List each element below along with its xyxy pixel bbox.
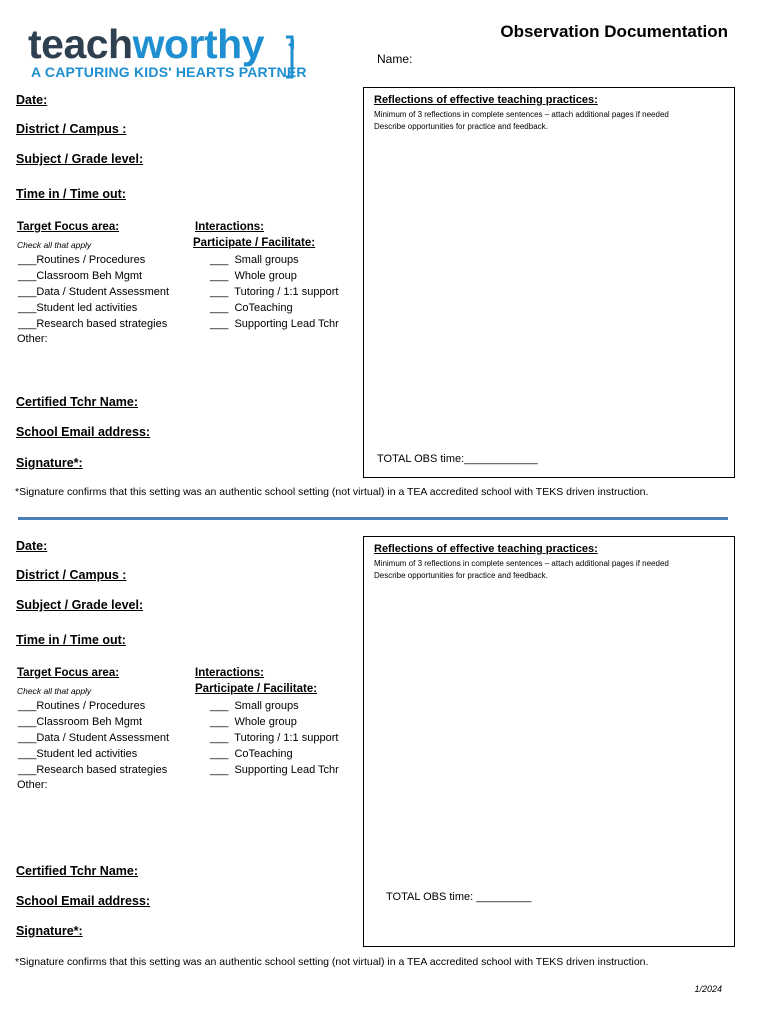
target-focus-heading: Target Focus area:: [17, 667, 120, 679]
focus-item-research-based[interactable]: ___Research based strategies: [18, 764, 168, 776]
logo-text-teach: teach: [28, 21, 133, 67]
signature-footnote: *Signature confirms that this setting was an authentic school setting (not virtual) in a TEA accredited school with TEKS driven instruction.: [15, 956, 649, 968]
target-focus-heading: Target Focus area:: [17, 221, 120, 233]
subject-grade-field-label: Subject / Grade level:: [16, 152, 144, 166]
interactions-heading: Interactions:: [195, 667, 265, 679]
district-campus-field-label: District / Campus :: [16, 122, 127, 136]
focus-item-classroom-beh[interactable]: ___Classroom Beh Mgmt: [18, 716, 143, 728]
logo-text-worthy: worthy: [132, 21, 265, 67]
interactions-heading: Interactions:: [195, 221, 265, 233]
time-in-out-field-label: Time in / Time out:: [16, 633, 126, 647]
reflections-instruction-1: Minimum of 3 reflections in complete sentences – attach additional pages if needed: [374, 110, 669, 119]
reflections-box[interactable]: [363, 87, 735, 478]
signature-footnote: *Signature confirms that this setting was an authentic school setting (not virtual) in a TEA accredited school with TEKS driven instruction.: [15, 486, 649, 498]
focus-item-data-assessment[interactable]: ___Data / Student Assessment: [18, 732, 170, 744]
interaction-item-tutoring[interactable]: ___ Tutoring / 1:1 support: [210, 732, 339, 744]
interaction-item-whole-group[interactable]: ___ Whole group: [210, 270, 297, 282]
reflections-title: Reflections of effective teaching practices:: [374, 543, 598, 555]
check-all-hint: Check all that apply: [17, 686, 92, 696]
focus-item-routines[interactable]: ___Routines / Procedures: [18, 254, 146, 266]
school-email-field-label: School Email address:: [16, 425, 151, 439]
school-email-field-label: School Email address:: [16, 894, 151, 908]
teachworthy-logo: [28, 22, 264, 66]
page-footer-date: 1/2024: [694, 984, 722, 994]
interaction-item-whole-group[interactable]: ___ Whole group: [210, 716, 297, 728]
focus-item-routines[interactable]: ___Routines / Procedures: [18, 700, 146, 712]
interaction-item-supporting-lead[interactable]: ___ Supporting Lead Tchr: [210, 318, 339, 330]
certified-teacher-field-label: Certified Tchr Name:: [16, 864, 139, 878]
reflections-instruction-2: Describe opportunities for practice and feedback.: [374, 571, 548, 580]
district-campus-field-label: District / Campus :: [16, 568, 127, 582]
date-field-label: Date:: [16, 93, 48, 107]
check-all-hint: Check all that apply: [17, 240, 92, 250]
focus-other-label: Other:: [17, 779, 48, 791]
section-divider: [18, 517, 728, 520]
signature-field-label: Signature*:: [16, 456, 83, 470]
name-field-label: Name:: [377, 52, 413, 66]
total-obs-time[interactable]: TOTAL OBS time:____________: [377, 453, 538, 465]
focus-item-research-based[interactable]: ___Research based strategies: [18, 318, 168, 330]
focus-other-label: Other:: [17, 333, 48, 345]
participate-facilitate-heading: Participate / Facilitate:: [195, 683, 318, 695]
reflections-instruction-2: Describe opportunities for practice and feedback.: [374, 122, 548, 131]
interaction-item-supporting-lead[interactable]: ___ Supporting Lead Tchr: [210, 764, 339, 776]
interaction-item-tutoring[interactable]: ___ Tutoring / 1:1 support: [210, 286, 339, 298]
reflections-title: Reflections of effective teaching practices:: [374, 94, 598, 106]
interaction-item-coteaching[interactable]: ___ CoTeaching: [210, 302, 293, 314]
total-obs-time[interactable]: TOTAL OBS time: _________: [386, 891, 532, 903]
focus-item-classroom-beh[interactable]: ___Classroom Beh Mgmt: [18, 270, 143, 282]
interaction-item-small-groups[interactable]: ___ Small groups: [210, 700, 299, 712]
reflections-box[interactable]: [363, 536, 735, 947]
subject-grade-field-label: Subject / Grade level:: [16, 598, 144, 612]
focus-item-data-assessment[interactable]: ___Data / Student Assessment: [18, 286, 170, 298]
logo-tagline: A CAPTURING KIDS' HEARTS PARTNER: [31, 64, 307, 80]
interaction-item-coteaching[interactable]: ___ CoTeaching: [210, 748, 293, 760]
certified-teacher-field-label: Certified Tchr Name:: [16, 395, 139, 409]
document-title: Observation Documentation: [500, 22, 728, 41]
time-in-out-field-label: Time in / Time out:: [16, 187, 126, 201]
interaction-item-small-groups[interactable]: ___ Small groups: [210, 254, 299, 266]
focus-item-student-led[interactable]: ___Student led activities: [18, 748, 138, 760]
signature-field-label: Signature*:: [16, 924, 83, 938]
participate-facilitate-heading: Participate / Facilitate:: [193, 237, 316, 249]
reflections-instruction-1: Minimum of 3 reflections in complete sentences – attach additional pages if needed: [374, 559, 669, 568]
date-field-label: Date:: [16, 539, 48, 553]
focus-item-student-led[interactable]: ___Student led activities: [18, 302, 138, 314]
